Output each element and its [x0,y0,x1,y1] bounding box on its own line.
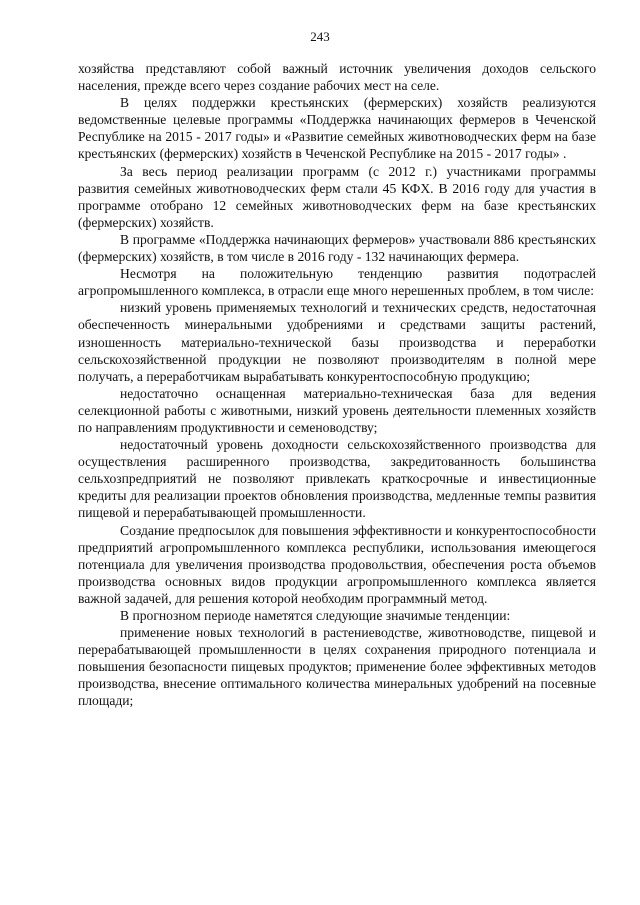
document-body [78,60,596,710]
paragraph-2: В целях поддержки крестьянских (фермерских) хозяйств реализуются ведомственные целевые программы «Поддержка начинающих фермеров в Чеченской Республике на 2015 - 2017 годы» и «Развитие семейных животноводческих ферм на базе крестьянских (фермерских) хозяйств в Чеченской Республике на 2015 - 2017 годы» . [78,95,596,162]
page-number: 243 [310,29,330,44]
paragraph-3: За весь период реализации программ (с 2012 г.) участниками программы развития семейных животноводческих ферм стали 45 КФХ. В 2016 году для участия в программе отобрано 12 семейных животноводческих ферм на базе крестьянских (фермерских) хозяйств. [78,163,596,230]
paragraph-6: низкий уровень применяемых технологий и технических средств, недостаточная обеспеченность минеральными удобрениями и средствами защиты растений, изношенность материально-технической базы производства и переработки сельскохозяйственной продукции не позволяют производителям в полной мере получать, а переработчикам вырабатывать конкурентоспособную продукцию; [78,300,596,384]
paragraph-9: Создание предпосылок для повышения эффективности и конкурентоспособности предприятий агропромышленного комплекса республики, использования имеющегося потенциала для увеличения производства продовольствия, обеспечения роста объемов производства основных видов продукции агропромышленного комплекса является важной задачей, для решения которой необходим программный метод. [78,522,596,606]
paragraph-8: недостаточный уровень доходности сельскохозяйственного производства для осуществления расширенного производства, закредитованность большинства сельхозпредприятий не позволяют привлекать краткосрочные и инвестиционные кредиты для реализации проектов обновления производства, медленные темпы развития пищевой и перерабатывающей промышленности. [78,437,596,521]
paragraph-5: Несмотря на положительную тенденцию развития подотраслей агропромышленного комплекса, в отрасли еще много нерешенных проблем, в том числе: [78,266,596,299]
paragraph-7: недостаточно оснащенная материально-техническая база для ведения селекционной работы с животными, низкий уровень деятельности племенных хозяйств по направлениям продуктивности и семеноводству; [78,385,596,435]
paragraph-4: В программе «Поддержка начинающих фермеров» участвовали 886 крестьянских (фермерских) хозяйств, в том числе в 2016 году - 132 начинающих фермера. [78,231,596,265]
paragraph-11: применение новых технологий в растениеводстве, животноводстве, пищевой и перерабатывающей промышленности в целях сохранения природного потенциала и повышения безопасности пищевых продуктов; применение более эффективных методов производства, внесение оптимального количества минеральных удобрений на посевные площади; [78,625,596,709]
paragraph-1: хозяйства представляют собой важный источник увеличения доходов сельского населения, прежде всего через создание рабочих мест на селе. [78,61,596,94]
paragraph-10: В прогнозном периоде наметятся следующие значимые тенденции: [120,608,511,623]
